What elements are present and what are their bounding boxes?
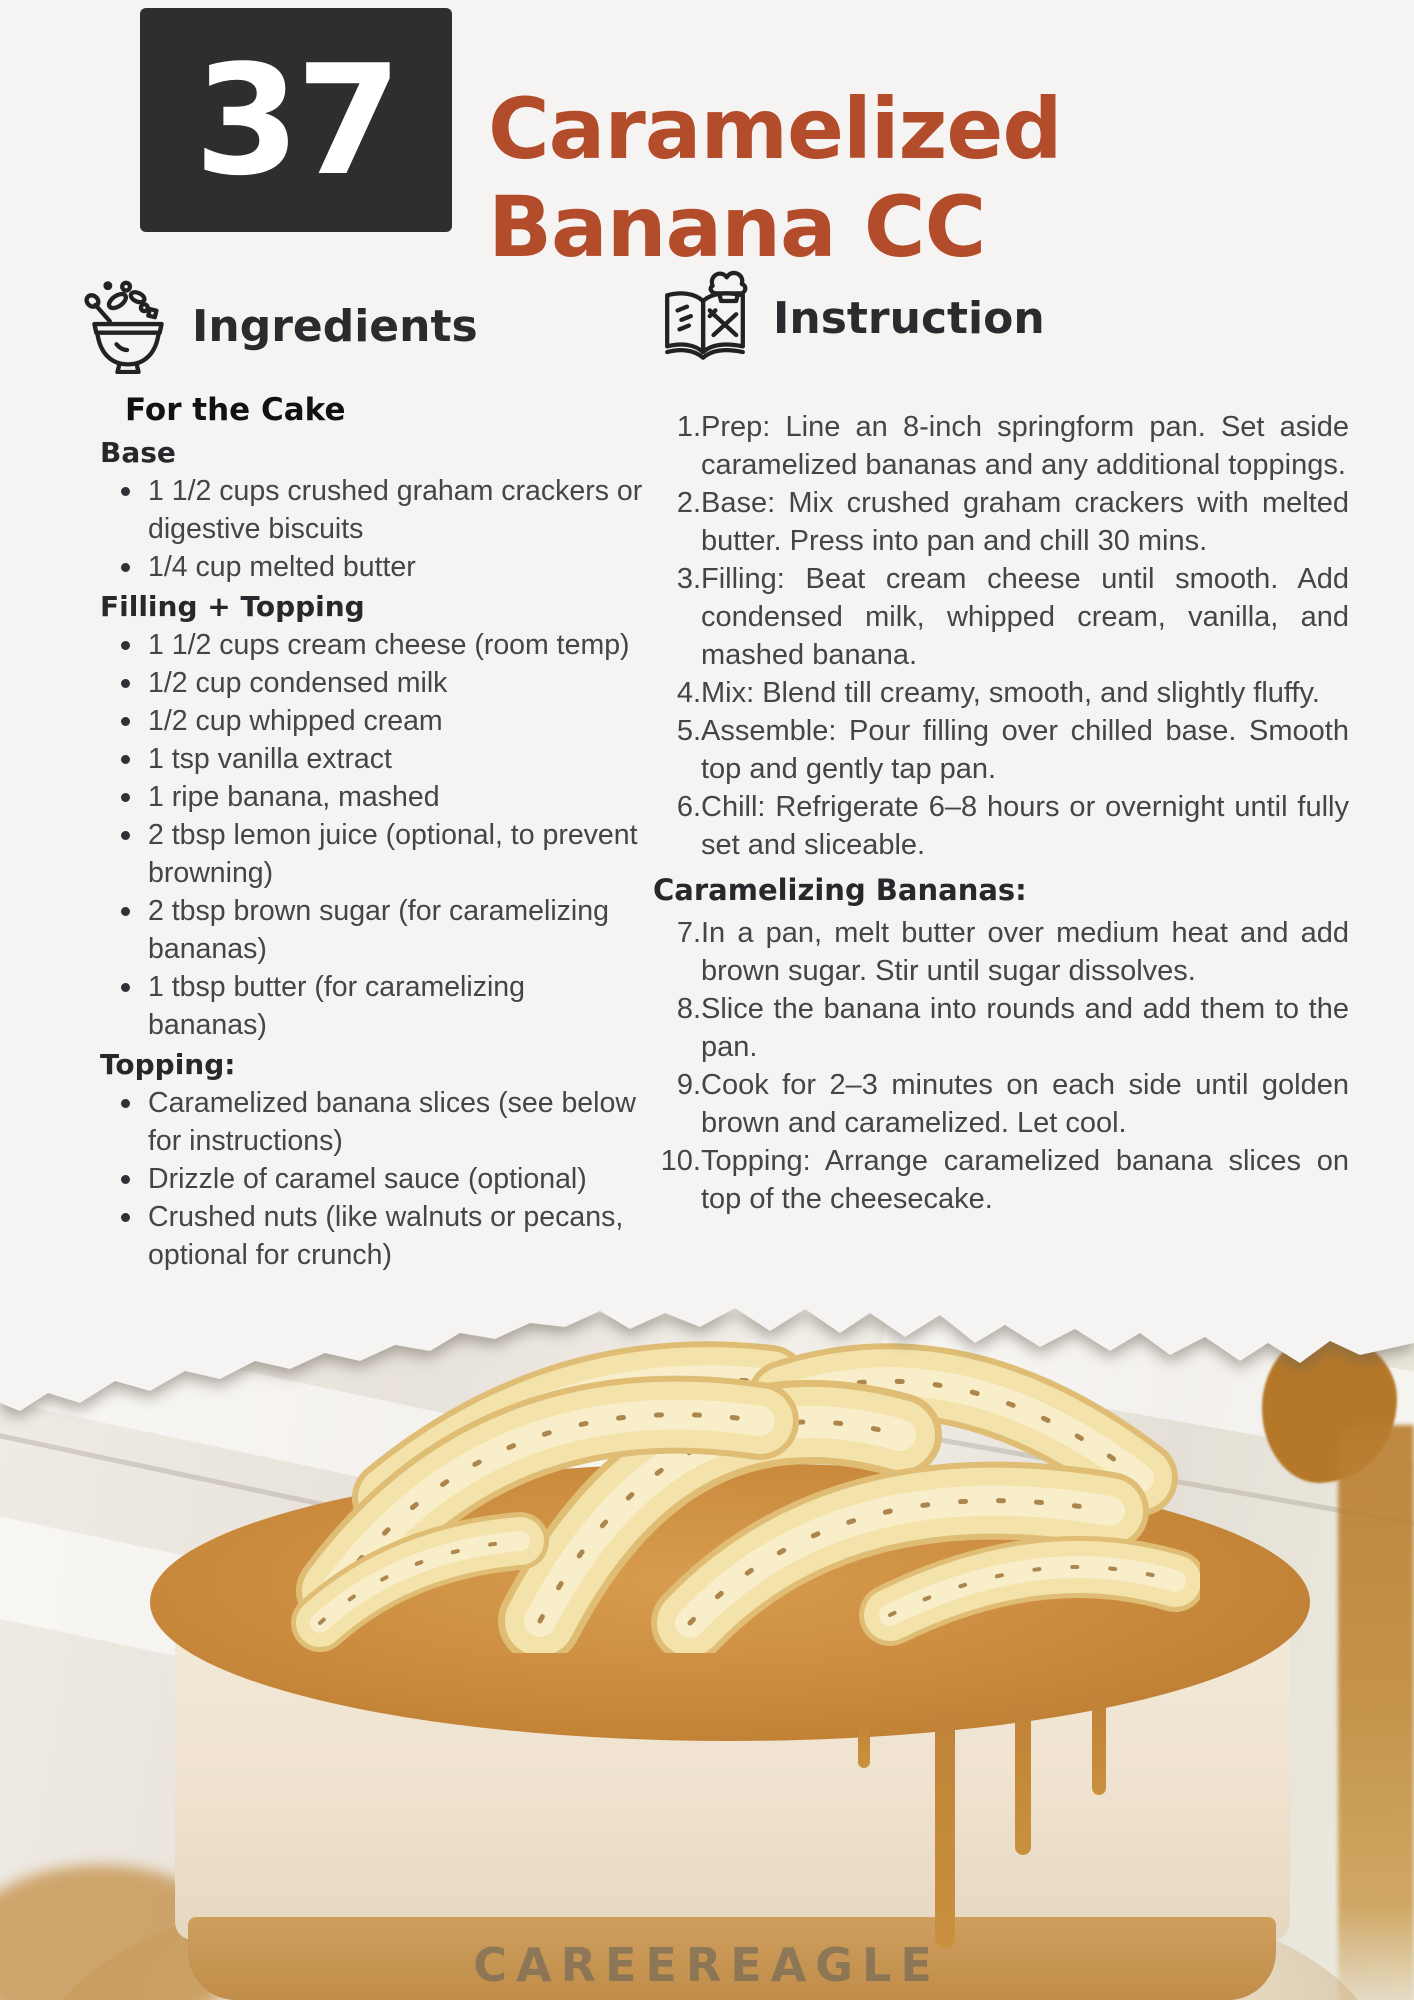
ingredient-item: 2 tbsp lemon juice (optional, to prevent browning) [115, 816, 648, 892]
recipe-number-box [140, 8, 452, 232]
ingredient-item: Drizzle of caramel sauce (optional) [115, 1160, 648, 1198]
step-number: 9. [676, 1069, 701, 1101]
step-text: Mix: Blend till creamy, smooth, and slightly fluffy. [701, 677, 1320, 709]
instruction-step [653, 674, 1353, 712]
ingredient-section-label: Base [100, 436, 176, 469]
caramel-drip [1092, 1700, 1106, 1795]
step-text: Filling: Beat cream cheese until smooth. Add condensed milk, whipped cream, vanilla, and mashed banana. [701, 563, 1349, 671]
instruction-step [653, 990, 1353, 1066]
instruction-steps-2 [653, 914, 1353, 1218]
ingredients-subtitle: For the Cake [125, 392, 346, 428]
ingredients-heading: Ingredients [192, 300, 478, 352]
ingredient-item: 1/2 cup condensed milk [115, 664, 648, 702]
instruction-steps-1 [653, 408, 1353, 864]
ingredient-section-label: Topping: [100, 1048, 236, 1081]
instruction-step [653, 484, 1353, 560]
instruction-step [653, 1066, 1353, 1142]
step-number: 1. [676, 411, 701, 443]
bowl-spices-icon [80, 278, 176, 374]
instruction-step [653, 712, 1353, 788]
step-number: 5. [676, 715, 701, 747]
ingredient-items [80, 472, 658, 586]
cheesecake-photo [0, 1305, 1414, 2000]
step-number: 8. [676, 993, 701, 1025]
instruction-step [653, 788, 1353, 864]
step-text: Slice the banana into rounds and add them to the pan. [701, 993, 1349, 1063]
instruction-step [653, 560, 1353, 674]
step-number: 10. [660, 1145, 701, 1177]
ingredient-item: Caramelized banana slices (see below for instructions) [115, 1084, 648, 1160]
ingredient-item: 1 ripe banana, mashed [115, 778, 648, 816]
ingredient-items [80, 1084, 658, 1274]
caramelizing-subheading: Caramelizing Bananas: [653, 873, 1027, 907]
ingredients-section [80, 278, 658, 1274]
step-number: 7. [676, 917, 701, 949]
banana-slice [890, 1567, 1175, 1615]
step-text: Cook for 2–3 minutes on each side until golden brown and caramelized. Let cool. [701, 1069, 1349, 1139]
watermark: CAREEREAGLE [473, 1938, 941, 1992]
ingredients-list [80, 434, 658, 1274]
step-text: Base: Mix crushed graham crackers with melted butter. Press into pan and chill 30 mins. [701, 487, 1349, 557]
title-line1: Caramelized [488, 80, 1062, 179]
title-line2: Banana CC [488, 178, 986, 277]
step-number: 2. [676, 487, 701, 519]
instructions-section [653, 266, 1353, 1218]
instructions-heading: Instruction [773, 292, 1045, 344]
recipe-book-icon [653, 266, 757, 370]
instructions-header [653, 266, 1353, 370]
ingredient-item: Crushed nuts (like walnuts or pecans, optional for crunch) [115, 1198, 648, 1274]
ingredient-section-label: Filling + Topping [100, 590, 365, 623]
ingredients-header [80, 278, 658, 374]
caramel-drip [858, 1713, 870, 1768]
step-text: Assemble: Pour filling over chilled base. Smooth top and gently tap pan. [701, 715, 1349, 785]
step-text: In a pan, melt butter over medium heat and add brown sugar. Stir until sugar dissolves. [701, 917, 1349, 987]
instruction-step [653, 408, 1353, 484]
step-number: 6. [676, 791, 701, 823]
caramel-drip [1015, 1705, 1031, 1855]
ingredient-item: 1 1/2 cups crushed graham crackers or digestive biscuits [115, 472, 648, 548]
ingredient-item: 1 tsp vanilla extract [115, 740, 648, 778]
ingredient-item: 2 tbsp brown sugar (for caramelizing bananas) [115, 892, 648, 968]
ingredient-items [80, 626, 658, 1044]
torn-paper-edge [0, 1305, 1414, 1473]
instruction-step [653, 914, 1353, 990]
step-text: Topping: Arrange caramelized banana slices on top of the cheesecake. [701, 1145, 1349, 1215]
step-number: 3. [676, 563, 701, 595]
ingredient-item: 1 1/2 cups cream cheese (room temp) [115, 626, 648, 664]
caramel-smear [1338, 1425, 1414, 2000]
step-number: 4. [676, 677, 701, 709]
page-title [488, 80, 1062, 276]
instruction-step [653, 1142, 1353, 1218]
recipe-number: 37 [194, 31, 398, 209]
ingredient-item: 1/2 cup whipped cream [115, 702, 648, 740]
caramel-drip [935, 1713, 955, 1948]
step-text: Prep: Line an 8-inch springform pan. Set aside caramelized bananas and any additional toppings. [701, 411, 1349, 481]
step-text: Chill: Refrigerate 6–8 hours or overnight until fully set and sliceable. [701, 791, 1349, 861]
ingredient-item: 1 tbsp butter (for caramelizing bananas) [115, 968, 648, 1044]
ingredient-item: 1/4 cup melted butter [115, 548, 648, 586]
